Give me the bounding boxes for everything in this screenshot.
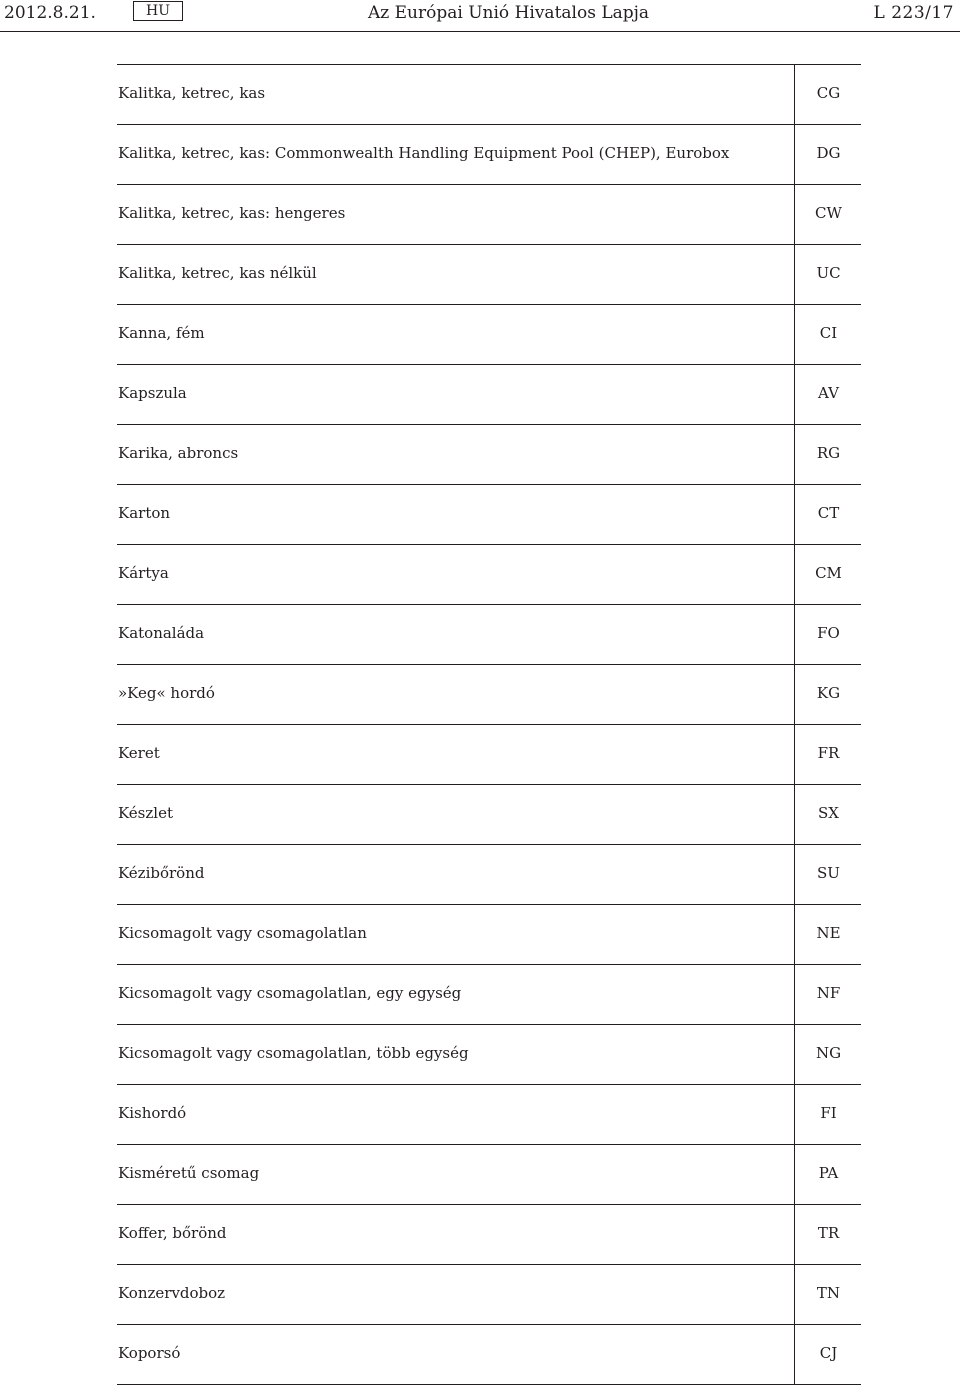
package-code: CM <box>794 545 862 604</box>
package-code: PA <box>794 1145 862 1204</box>
package-description: Kalitka, ketrec, kas <box>118 84 266 102</box>
package-code: FR <box>794 725 862 784</box>
package-code: CI <box>794 305 862 364</box>
package-code: FI <box>794 1085 862 1144</box>
package-code: TN <box>794 1265 862 1324</box>
table-row <box>117 1265 861 1325</box>
package-description: Konzervdoboz <box>118 1284 226 1302</box>
package-code: DG <box>794 125 862 184</box>
table-row <box>117 365 861 425</box>
table-row <box>117 785 861 845</box>
table-row <box>117 545 861 605</box>
package-code: FO <box>794 605 862 664</box>
table-row <box>117 425 861 485</box>
package-code: CJ <box>794 1325 862 1384</box>
package-description: Kisméretű csomag <box>118 1164 260 1182</box>
package-description: Kicsomagolt vagy csomagolatlan, több egység <box>118 1044 469 1062</box>
package-code: TR <box>794 1205 862 1264</box>
packaging-code-table <box>117 64 861 1385</box>
table-row <box>117 245 861 305</box>
table-row <box>117 605 861 665</box>
package-code: SX <box>794 785 862 844</box>
package-code: CG <box>794 65 862 124</box>
table-row <box>117 185 861 245</box>
package-description: Kicsomagolt vagy csomagolatlan <box>118 924 367 942</box>
journal-title: Az Európai Unió Hivatalos Lapja <box>368 3 650 23</box>
package-description: Kapszula <box>118 384 187 402</box>
table-row <box>117 1145 861 1205</box>
package-description: Kalitka, ketrec, kas nélkül <box>118 264 317 282</box>
table-row <box>117 305 861 365</box>
package-description: Kishordó <box>118 1104 187 1122</box>
table-row <box>117 845 861 905</box>
package-description: Kicsomagolt vagy csomagolatlan, egy egység <box>118 984 462 1002</box>
language-badge: HU <box>133 1 183 21</box>
table-row <box>117 65 861 125</box>
package-description: »Keg« hordó <box>118 684 215 702</box>
table-row <box>117 1325 861 1385</box>
package-description: Koffer, bőrönd <box>118 1224 227 1242</box>
table-row <box>117 725 861 785</box>
publication-date: 2012.8.21. <box>4 3 96 23</box>
package-description: Koporsó <box>118 1344 181 1362</box>
package-code: KG <box>794 665 862 724</box>
package-code: SU <box>794 845 862 904</box>
table-row <box>117 905 861 965</box>
table-row <box>117 125 861 185</box>
table-row <box>117 665 861 725</box>
package-description: Kártya <box>118 564 169 582</box>
package-description: Katonaláda <box>118 624 205 642</box>
package-description: Kézibőrönd <box>118 864 205 882</box>
package-code: AV <box>794 365 862 424</box>
page-reference: L 223/17 <box>873 3 954 23</box>
package-description: Karika, abroncs <box>118 444 239 462</box>
package-code: UC <box>794 245 862 304</box>
table-row <box>117 485 861 545</box>
package-code: NG <box>794 1025 862 1084</box>
package-code: NF <box>794 965 862 1024</box>
package-code: NE <box>794 905 862 964</box>
table-row <box>117 1025 861 1085</box>
package-description: Karton <box>118 504 171 522</box>
page-header <box>0 0 960 32</box>
package-description: Kalitka, ketrec, kas: Commonwealth Handling Equipment Pool (CHEP), Eurobox <box>118 144 730 162</box>
package-code: RG <box>794 425 862 484</box>
table-row <box>117 1205 861 1265</box>
table-row <box>117 1085 861 1145</box>
package-description: Kalitka, ketrec, kas: hengeres <box>118 204 346 222</box>
package-description: Keret <box>118 744 160 762</box>
package-description: Készlet <box>118 804 173 822</box>
table-row <box>117 965 861 1025</box>
package-code: CT <box>794 485 862 544</box>
package-code: CW <box>794 185 862 244</box>
package-description: Kanna, fém <box>118 324 205 342</box>
